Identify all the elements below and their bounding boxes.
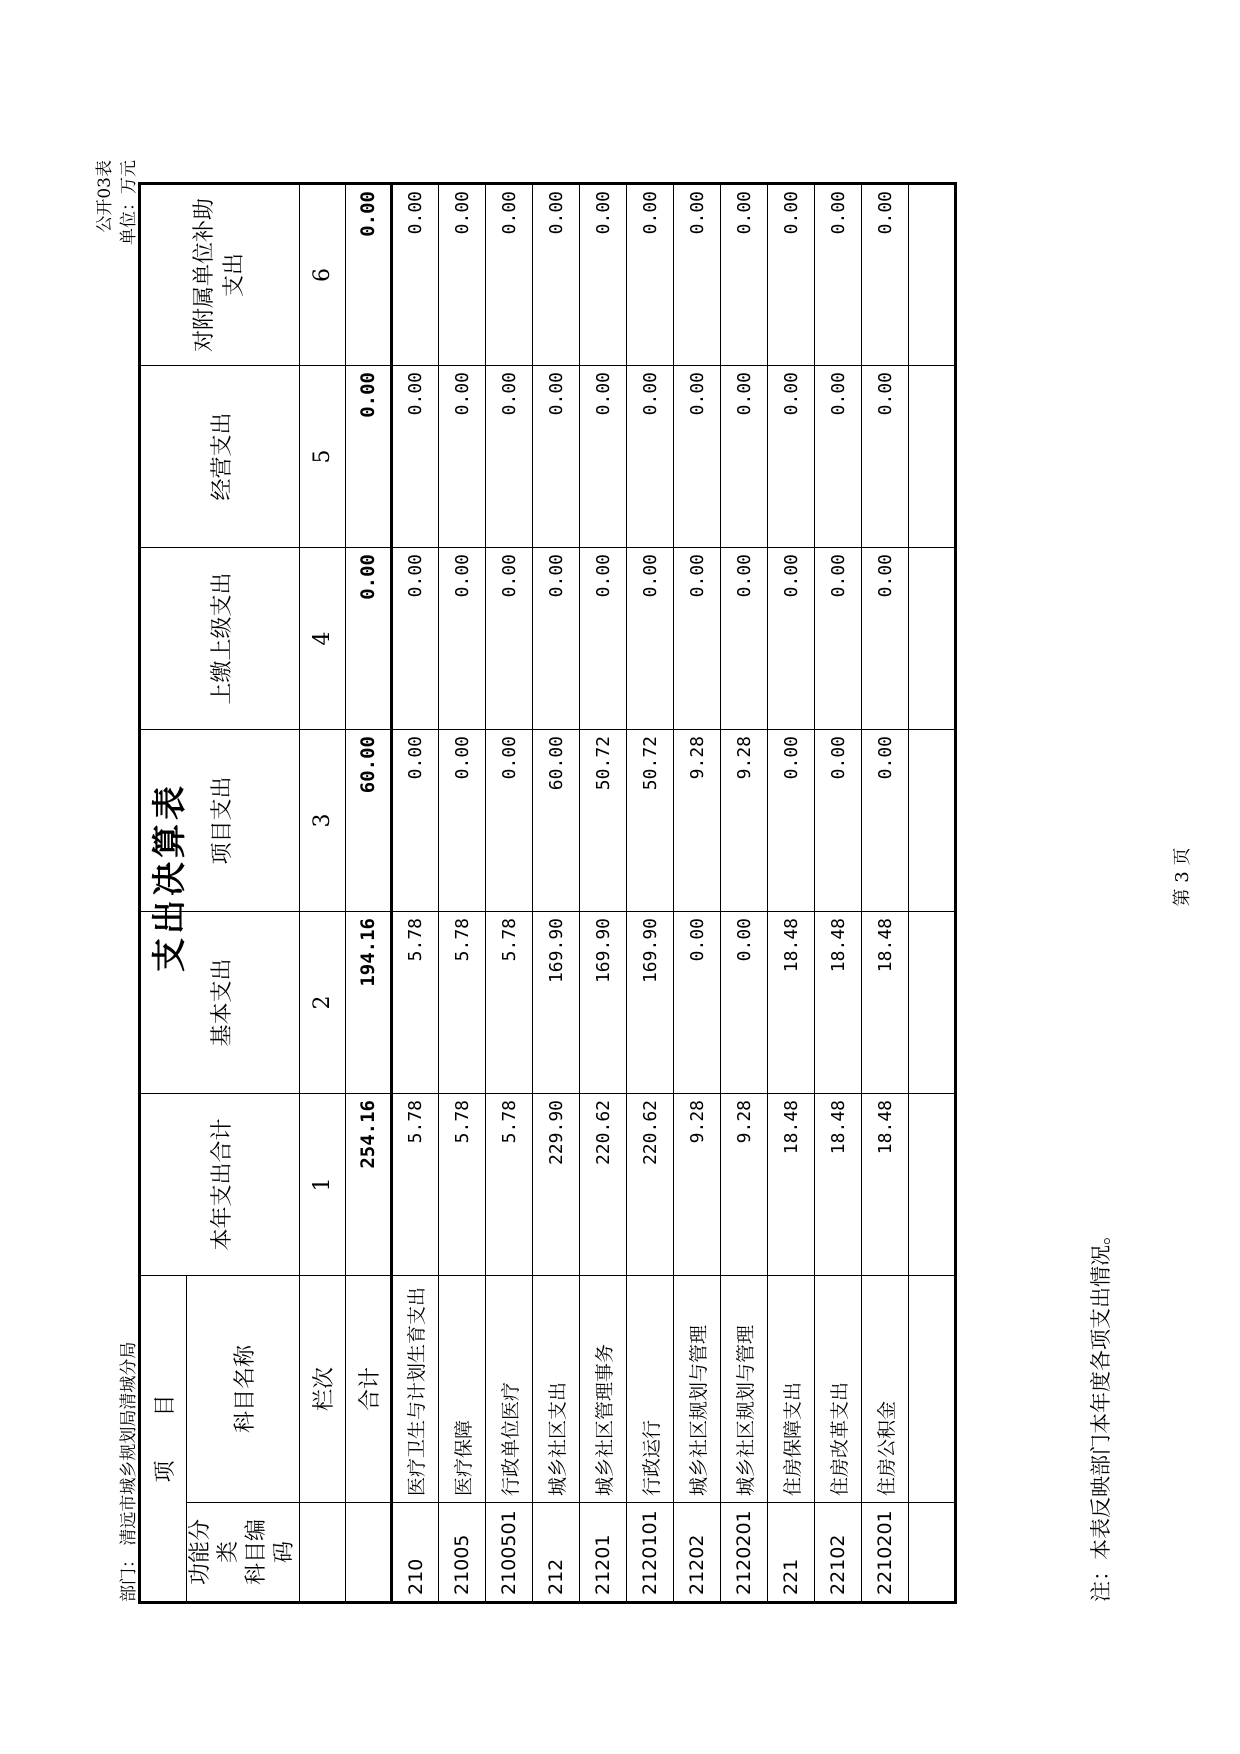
total-value-2: 194.16 bbox=[346, 912, 392, 1094]
row-value-1: 18.48 bbox=[815, 1094, 862, 1276]
row-value-2: 0.00 bbox=[721, 912, 768, 1094]
row-value-4: 0.00 bbox=[815, 548, 862, 730]
row-value-2: 5.78 bbox=[439, 912, 486, 1094]
row-value-6: 0.00 bbox=[768, 184, 815, 366]
row-name: 住房保障支出 bbox=[768, 1276, 815, 1503]
row-value-4: 0.00 bbox=[580, 548, 627, 730]
row-code: 21201 bbox=[580, 1503, 627, 1603]
row-name: 城乡社区规划与管理 bbox=[674, 1276, 721, 1503]
row-value-4: 0.00 bbox=[627, 548, 674, 730]
row-value-3: 9.28 bbox=[674, 730, 721, 912]
name-header: 科目名称 bbox=[187, 1276, 300, 1503]
row-value-5: 0.00 bbox=[768, 366, 815, 548]
row-value-5: 0.00 bbox=[580, 366, 627, 548]
row-value-6: 0.00 bbox=[580, 184, 627, 366]
table-row bbox=[627, 184, 674, 1603]
row-value-2: 169.90 bbox=[533, 912, 580, 1094]
footnote: 注：本表反映部门本年度各项支出情况。 bbox=[1089, 1224, 1113, 1602]
empty-cell bbox=[909, 184, 956, 366]
total-value-4: 0.00 bbox=[346, 548, 392, 730]
row-value-4: 0.00 bbox=[768, 548, 815, 730]
row-value-1: 5.78 bbox=[392, 1094, 439, 1276]
row-value-5: 0.00 bbox=[627, 366, 674, 548]
table-row bbox=[768, 184, 815, 1603]
row-value-1: 18.48 bbox=[862, 1094, 909, 1276]
row-value-3: 50.72 bbox=[580, 730, 627, 912]
row-value-3: 0.00 bbox=[439, 730, 486, 912]
empty-cell bbox=[909, 730, 956, 912]
row-value-6: 0.00 bbox=[392, 184, 439, 366]
row-value-1: 220.62 bbox=[580, 1094, 627, 1276]
row-value-3: 0.00 bbox=[768, 730, 815, 912]
row-name: 医疗卫生与计划生育支出 bbox=[392, 1276, 439, 1503]
row-value-1: 220.62 bbox=[627, 1094, 674, 1276]
row-value-5: 0.00 bbox=[815, 366, 862, 548]
row-code: 2100501 bbox=[486, 1503, 533, 1603]
lanci-empty-cell bbox=[300, 1503, 346, 1603]
total-value-3: 60.00 bbox=[346, 730, 392, 912]
lanci-num-5: 5 bbox=[300, 366, 346, 548]
row-value-6: 0.00 bbox=[627, 184, 674, 366]
row-value-2: 169.90 bbox=[627, 912, 674, 1094]
row-value-4: 0.00 bbox=[392, 548, 439, 730]
table-row bbox=[486, 184, 533, 1603]
lanci-num-6: 6 bbox=[300, 184, 346, 366]
total-empty-cell bbox=[346, 1503, 392, 1603]
project-header: 项 目 bbox=[140, 1276, 187, 1603]
row-name: 城乡社区规划与管理 bbox=[721, 1276, 768, 1503]
row-name: 城乡社区支出 bbox=[533, 1276, 580, 1503]
table-row bbox=[439, 184, 486, 1603]
row-value-1: 5.78 bbox=[439, 1094, 486, 1276]
expenditure-table bbox=[138, 182, 957, 1604]
row-value-4: 0.00 bbox=[439, 548, 486, 730]
total-label: 合计 bbox=[346, 1276, 392, 1503]
row-value-6: 0.00 bbox=[486, 184, 533, 366]
table-row bbox=[815, 184, 862, 1603]
code-header: 功能分类 科目编码 bbox=[187, 1503, 300, 1603]
row-code: 21202 bbox=[674, 1503, 721, 1603]
row-value-5: 0.00 bbox=[862, 366, 909, 548]
page-title: 支出决算表 bbox=[150, 782, 190, 972]
col3-header: 项目支出 bbox=[140, 730, 300, 912]
row-value-3: 50.72 bbox=[627, 730, 674, 912]
row-value-6: 0.00 bbox=[674, 184, 721, 366]
row-value-6: 0.00 bbox=[862, 184, 909, 366]
row-name: 城乡社区管理事务 bbox=[580, 1276, 627, 1503]
row-code: 21005 bbox=[439, 1503, 486, 1603]
row-code: 212 bbox=[533, 1503, 580, 1603]
table-row bbox=[533, 184, 580, 1603]
row-code: 2120201 bbox=[721, 1503, 768, 1603]
row-value-5: 0.00 bbox=[392, 366, 439, 548]
row-value-4: 0.00 bbox=[486, 548, 533, 730]
row-value-2: 169.90 bbox=[580, 912, 627, 1094]
row-value-1: 18.48 bbox=[768, 1094, 815, 1276]
page-number: 第 3 页 bbox=[1172, 847, 1193, 907]
row-name: 住房改革支出 bbox=[815, 1276, 862, 1503]
row-value-5: 0.00 bbox=[486, 366, 533, 548]
row-value-6: 0.00 bbox=[815, 184, 862, 366]
empty-row bbox=[909, 184, 956, 1603]
row-value-1: 229.90 bbox=[533, 1094, 580, 1276]
total-row bbox=[346, 184, 392, 1603]
row-value-5: 0.00 bbox=[439, 366, 486, 548]
empty-cell bbox=[909, 548, 956, 730]
row-value-2: 18.48 bbox=[862, 912, 909, 1094]
total-value-1: 254.16 bbox=[346, 1094, 392, 1276]
row-value-4: 0.00 bbox=[721, 548, 768, 730]
row-value-6: 0.00 bbox=[439, 184, 486, 366]
table-row bbox=[721, 184, 768, 1603]
row-value-1: 9.28 bbox=[674, 1094, 721, 1276]
row-code: 2120101 bbox=[627, 1503, 674, 1603]
row-value-1: 9.28 bbox=[721, 1094, 768, 1276]
empty-cell bbox=[909, 366, 956, 548]
row-value-1: 5.78 bbox=[486, 1094, 533, 1276]
col2-header: 基本支出 bbox=[140, 912, 300, 1094]
row-value-3: 0.00 bbox=[486, 730, 533, 912]
unit-label: 单位：万元 bbox=[119, 160, 139, 245]
total-value-6: 0.00 bbox=[346, 184, 392, 366]
total-value-5: 0.00 bbox=[346, 366, 392, 548]
row-name: 住房公积金 bbox=[862, 1276, 909, 1503]
row-value-6: 0.00 bbox=[721, 184, 768, 366]
table-row bbox=[862, 184, 909, 1603]
row-value-4: 0.00 bbox=[674, 548, 721, 730]
empty-cell bbox=[909, 912, 956, 1094]
row-value-3: 0.00 bbox=[862, 730, 909, 912]
col5-header: 经营支出 bbox=[140, 366, 300, 548]
row-code: 210 bbox=[392, 1503, 439, 1603]
lanci-num-1: 1 bbox=[300, 1094, 346, 1276]
row-value-6: 0.00 bbox=[533, 184, 580, 366]
row-code: 2210201 bbox=[862, 1503, 909, 1603]
row-name: 行政单位医疗 bbox=[486, 1276, 533, 1503]
lanci-num-2: 2 bbox=[300, 912, 346, 1094]
row-code: 221 bbox=[768, 1503, 815, 1603]
row-value-5: 0.00 bbox=[721, 366, 768, 548]
table-row bbox=[392, 184, 439, 1603]
empty-cell bbox=[909, 1503, 956, 1603]
lanci-label: 栏次 bbox=[300, 1276, 346, 1503]
row-value-2: 5.78 bbox=[392, 912, 439, 1094]
row-value-4: 0.00 bbox=[533, 548, 580, 730]
col6-header: 对附属单位补助 支出 bbox=[140, 184, 300, 366]
col1-header: 本年支出合计 bbox=[140, 1094, 300, 1276]
lanci-num-3: 3 bbox=[300, 730, 346, 912]
col4-header: 上缴上级支出 bbox=[140, 548, 300, 730]
table-row bbox=[674, 184, 721, 1603]
empty-cell bbox=[909, 1276, 956, 1503]
row-value-3: 0.00 bbox=[815, 730, 862, 912]
row-code: 22102 bbox=[815, 1503, 862, 1603]
row-name: 行政运行 bbox=[627, 1276, 674, 1503]
row-name: 医疗保障 bbox=[439, 1276, 486, 1503]
row-value-5: 0.00 bbox=[533, 366, 580, 548]
lanci-num-4: 4 bbox=[300, 548, 346, 730]
row-value-2: 18.48 bbox=[768, 912, 815, 1094]
table-row bbox=[580, 184, 627, 1603]
row-value-3: 9.28 bbox=[721, 730, 768, 912]
row-value-2: 18.48 bbox=[815, 912, 862, 1094]
empty-cell bbox=[909, 1094, 956, 1276]
department-label: 部门： 清远市城乡规划局清城分局 bbox=[119, 1341, 139, 1602]
row-value-4: 0.00 bbox=[862, 548, 909, 730]
form-number: 公开03表 bbox=[95, 160, 115, 233]
row-value-5: 0.00 bbox=[674, 366, 721, 548]
row-value-3: 0.00 bbox=[392, 730, 439, 912]
row-value-3: 60.00 bbox=[533, 730, 580, 912]
row-value-2: 0.00 bbox=[674, 912, 721, 1094]
row-value-2: 5.78 bbox=[486, 912, 533, 1094]
